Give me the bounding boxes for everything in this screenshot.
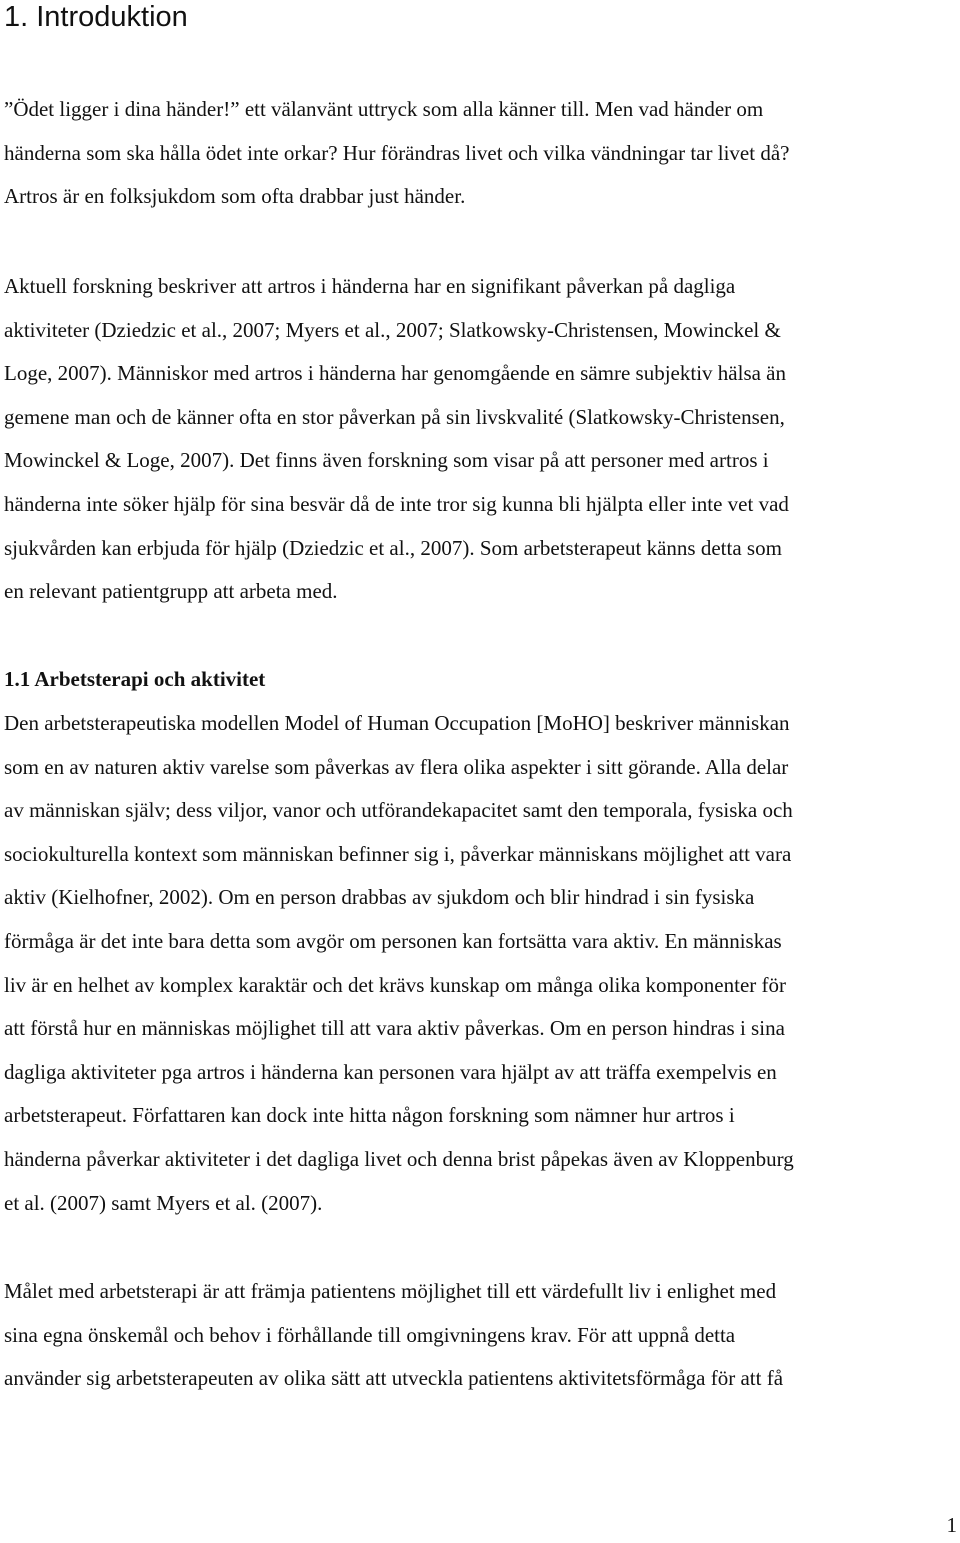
- text-line: Loge, 2007). Människor med artros i händerna har genomgående en sämre subjektiv hälsa än: [4, 361, 787, 386]
- paragraph-moho: [4, 702, 956, 1225]
- text-line: Artros är en folksjukdom som ofta drabbar just händer.: [4, 184, 466, 209]
- paragraph-intro: [4, 88, 956, 219]
- text-line: aktiv (Kielhofner, 2002). Om en person drabbas av sjukdom och blir hindrad i sin fysiska: [4, 885, 755, 910]
- text-line: som en av naturen aktiv varelse som påverkas av flera olika aspekter i sitt görande. Alla delar: [4, 754, 789, 779]
- text-line: sociokulturella kontext som människan befinner sig i, påverkar människans möjlighet att vara: [4, 841, 792, 866]
- text-line: sina egna önskemål och behov i förhållande till omgivningens krav. För att uppnå detta: [4, 1322, 736, 1347]
- text-line: Målet med arbetsterapi är att främja patientens möjlighet till ett värdefullt liv i enlighet med: [4, 1279, 777, 1303]
- text-line: att förstå hur en människas möjlighet till att vara aktiv påverkas. Om en person hindras i sina: [4, 1016, 785, 1041]
- text-line: aktiviteter (Dziedzic et al., 2007; Myers et al., 2007; Slatkowsky-Christensen, Mowinckel &: [4, 317, 781, 342]
- paragraph-research: [4, 265, 956, 614]
- text-line: händerna inte söker hjälp för sina besvär då de inte tror sig kunna bli hjälpta eller inte vet vad: [4, 491, 789, 516]
- text-line: arbetsterapeut. Författaren kan dock inte hitta någon forskning som nämner hur artros i: [4, 1103, 735, 1128]
- text-line: ”Ödet ligger i dina händer!” ett välanvänt uttryck som alla känner till. Men vad händer om: [4, 97, 764, 121]
- text-line: förmåga är det inte bara detta som avgör om personen kan fortsätta vara aktiv. En människas: [4, 928, 782, 953]
- text-line: Den arbetsterapeutiska modellen Model of Human Occupation [MoHO] beskriver människan: [4, 711, 790, 735]
- text-line: dagliga aktiviteter pga artros i händerna kan personen vara hjälpt av att träffa exempelvis en: [4, 1059, 777, 1084]
- text-line: av människan själv; dess viljor, vanor och utförandekapacitet samt den temporala, fysiska och: [4, 798, 793, 823]
- text-line: Aktuell forskning beskriver att artros i händerna har en signifikant påverkan på dagliga: [4, 274, 736, 298]
- text-line: gemene man och de känner ofta en stor påverkan på sin livskvalité (Slatkowsky-Christensen,: [4, 404, 785, 429]
- section-heading-introduktion: 1. Introduktion: [4, 1, 188, 33]
- text-line: liv är en helhet av komplex karaktär och det krävs kunskap om många olika komponenter för: [4, 972, 787, 997]
- text-line: Mowinckel & Loge, 2007). Det finns även forskning som visar på att personer med artros i: [4, 448, 769, 473]
- text-line: et al. (2007) samt Myers et al. (2007).: [4, 1190, 323, 1215]
- text-line: en relevant patientgrupp att arbeta med.: [4, 579, 338, 604]
- text-line: använder sig arbetsterapeuten av olika sätt att utveckla patientens aktivitetsförmåga för att få: [4, 1366, 784, 1391]
- text-line: sjukvården kan erbjuda för hjälp (Dziedzic et al., 2007). Som arbetsterapeut känns detta som: [4, 535, 782, 560]
- subsection-heading: 1.1 Arbetsterapi och aktivitet: [4, 667, 266, 691]
- page-number: 1: [946, 1513, 957, 1537]
- text-line: händerna påverkar aktiviteter i det dagliga livet och denna brist påpekas även av Kloppenburg: [4, 1146, 794, 1171]
- paragraph-goal: [4, 1270, 956, 1401]
- text-line: händerna som ska hålla ödet inte orkar? Hur förändras livet och vilka vändningar tar livet då?: [4, 140, 790, 165]
